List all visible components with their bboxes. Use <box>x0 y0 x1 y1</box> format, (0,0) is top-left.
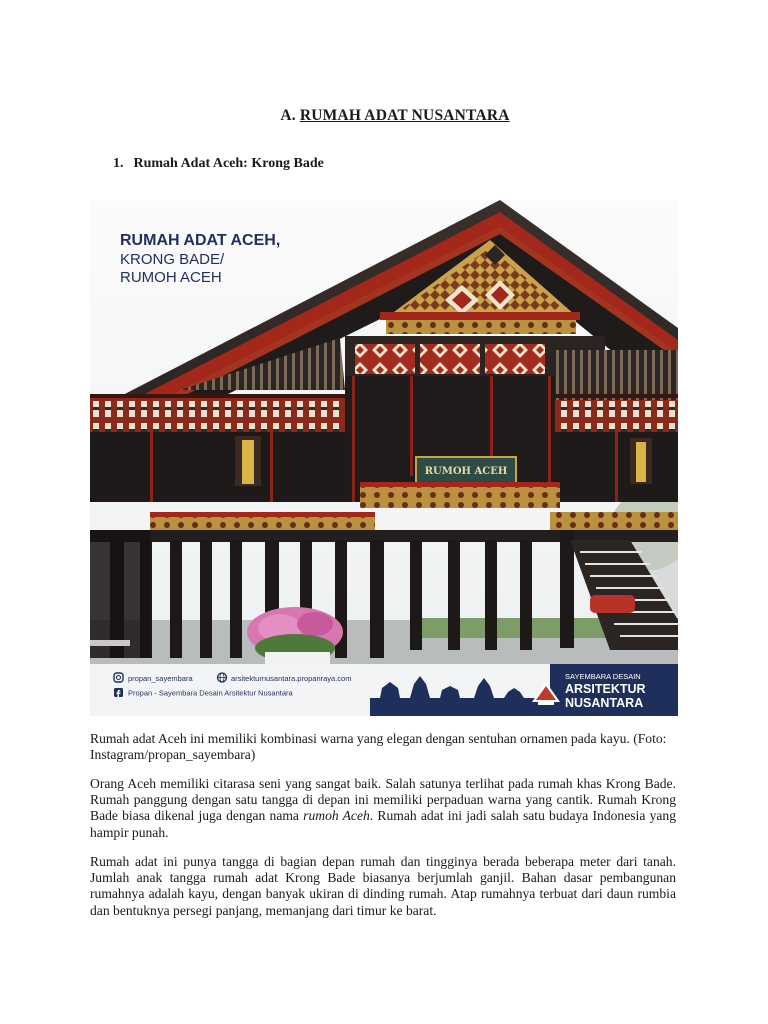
brand-small: SAYEMBARA DESAIN <box>565 672 641 681</box>
photo-title-line3: RUMOH ACEH <box>120 269 222 286</box>
instagram-handle: propan_sayembara <box>128 674 193 683</box>
website-text: arsitekturnusantara.propanraya.com <box>231 674 352 683</box>
paragraph-3: Rumah adat ini punya tangga di bagian depan rumah dan tingginya berada beberapa meter dari tanah. Jumlah anak tangga rumah adat Krong Bade biasanya berjumlah ganjil. Bahan dasar pembangunan rumahnya adalah kayu, dengan banyak ukiran di dinding rumah. Atap rumahnya terbuat dari daun rumbia dan bentuknya persegi panjang, memanjang dari timur ke barat. <box>90 854 676 918</box>
section-number: A. <box>280 107 296 124</box>
photo-caption: Rumah adat Aceh ini memiliki kombinasi warna yang elegan dengan sentuhan ornamen pada kayu. (Foto: Instagram/propan_sayembara) <box>90 731 667 763</box>
house-photo <box>90 200 678 716</box>
subsection-heading <box>113 156 324 172</box>
facebook-icon <box>114 688 123 697</box>
sign-text: RUMOH ACEH <box>424 466 508 477</box>
brand-line2: NUSANTARA <box>565 696 644 710</box>
subsection-number: 1. <box>113 156 124 171</box>
paragraph-2-text-b: . Rumah adat ini jadi salah satu budaya Indonesia yang hampir punah. <box>90 808 676 840</box>
paragraph-2-italic: rumoh Aceh <box>303 808 370 824</box>
paragraph-2-text-a: Orang Aceh memiliki citarasa seni yang sangat baik. Salah satunya terlihat pada rumah khas Krong Bade. Rumah panggung dengan satu tangga di depan ini memiliki perpaduan warna yang cantik. Rumah Krong Bade biasa dikenal juga dengan nama <box>90 776 676 824</box>
facebook-page: Propan - Sayembara Desain Arsitektur Nusantara <box>128 688 293 698</box>
photo-title-line2: KRONG BADE/ <box>120 251 225 268</box>
brand-line1: ARSITEKTUR <box>565 682 646 696</box>
photo-title-line1: RUMAH ADAT ACEH, <box>120 232 281 249</box>
paragraph-2 <box>90 776 676 841</box>
subsection-title: Rumah Adat Aceh: Krong Bade <box>133 156 324 171</box>
section-title: RUMAH ADAT NUSANTARA <box>299 107 510 124</box>
section-heading <box>0 107 768 125</box>
